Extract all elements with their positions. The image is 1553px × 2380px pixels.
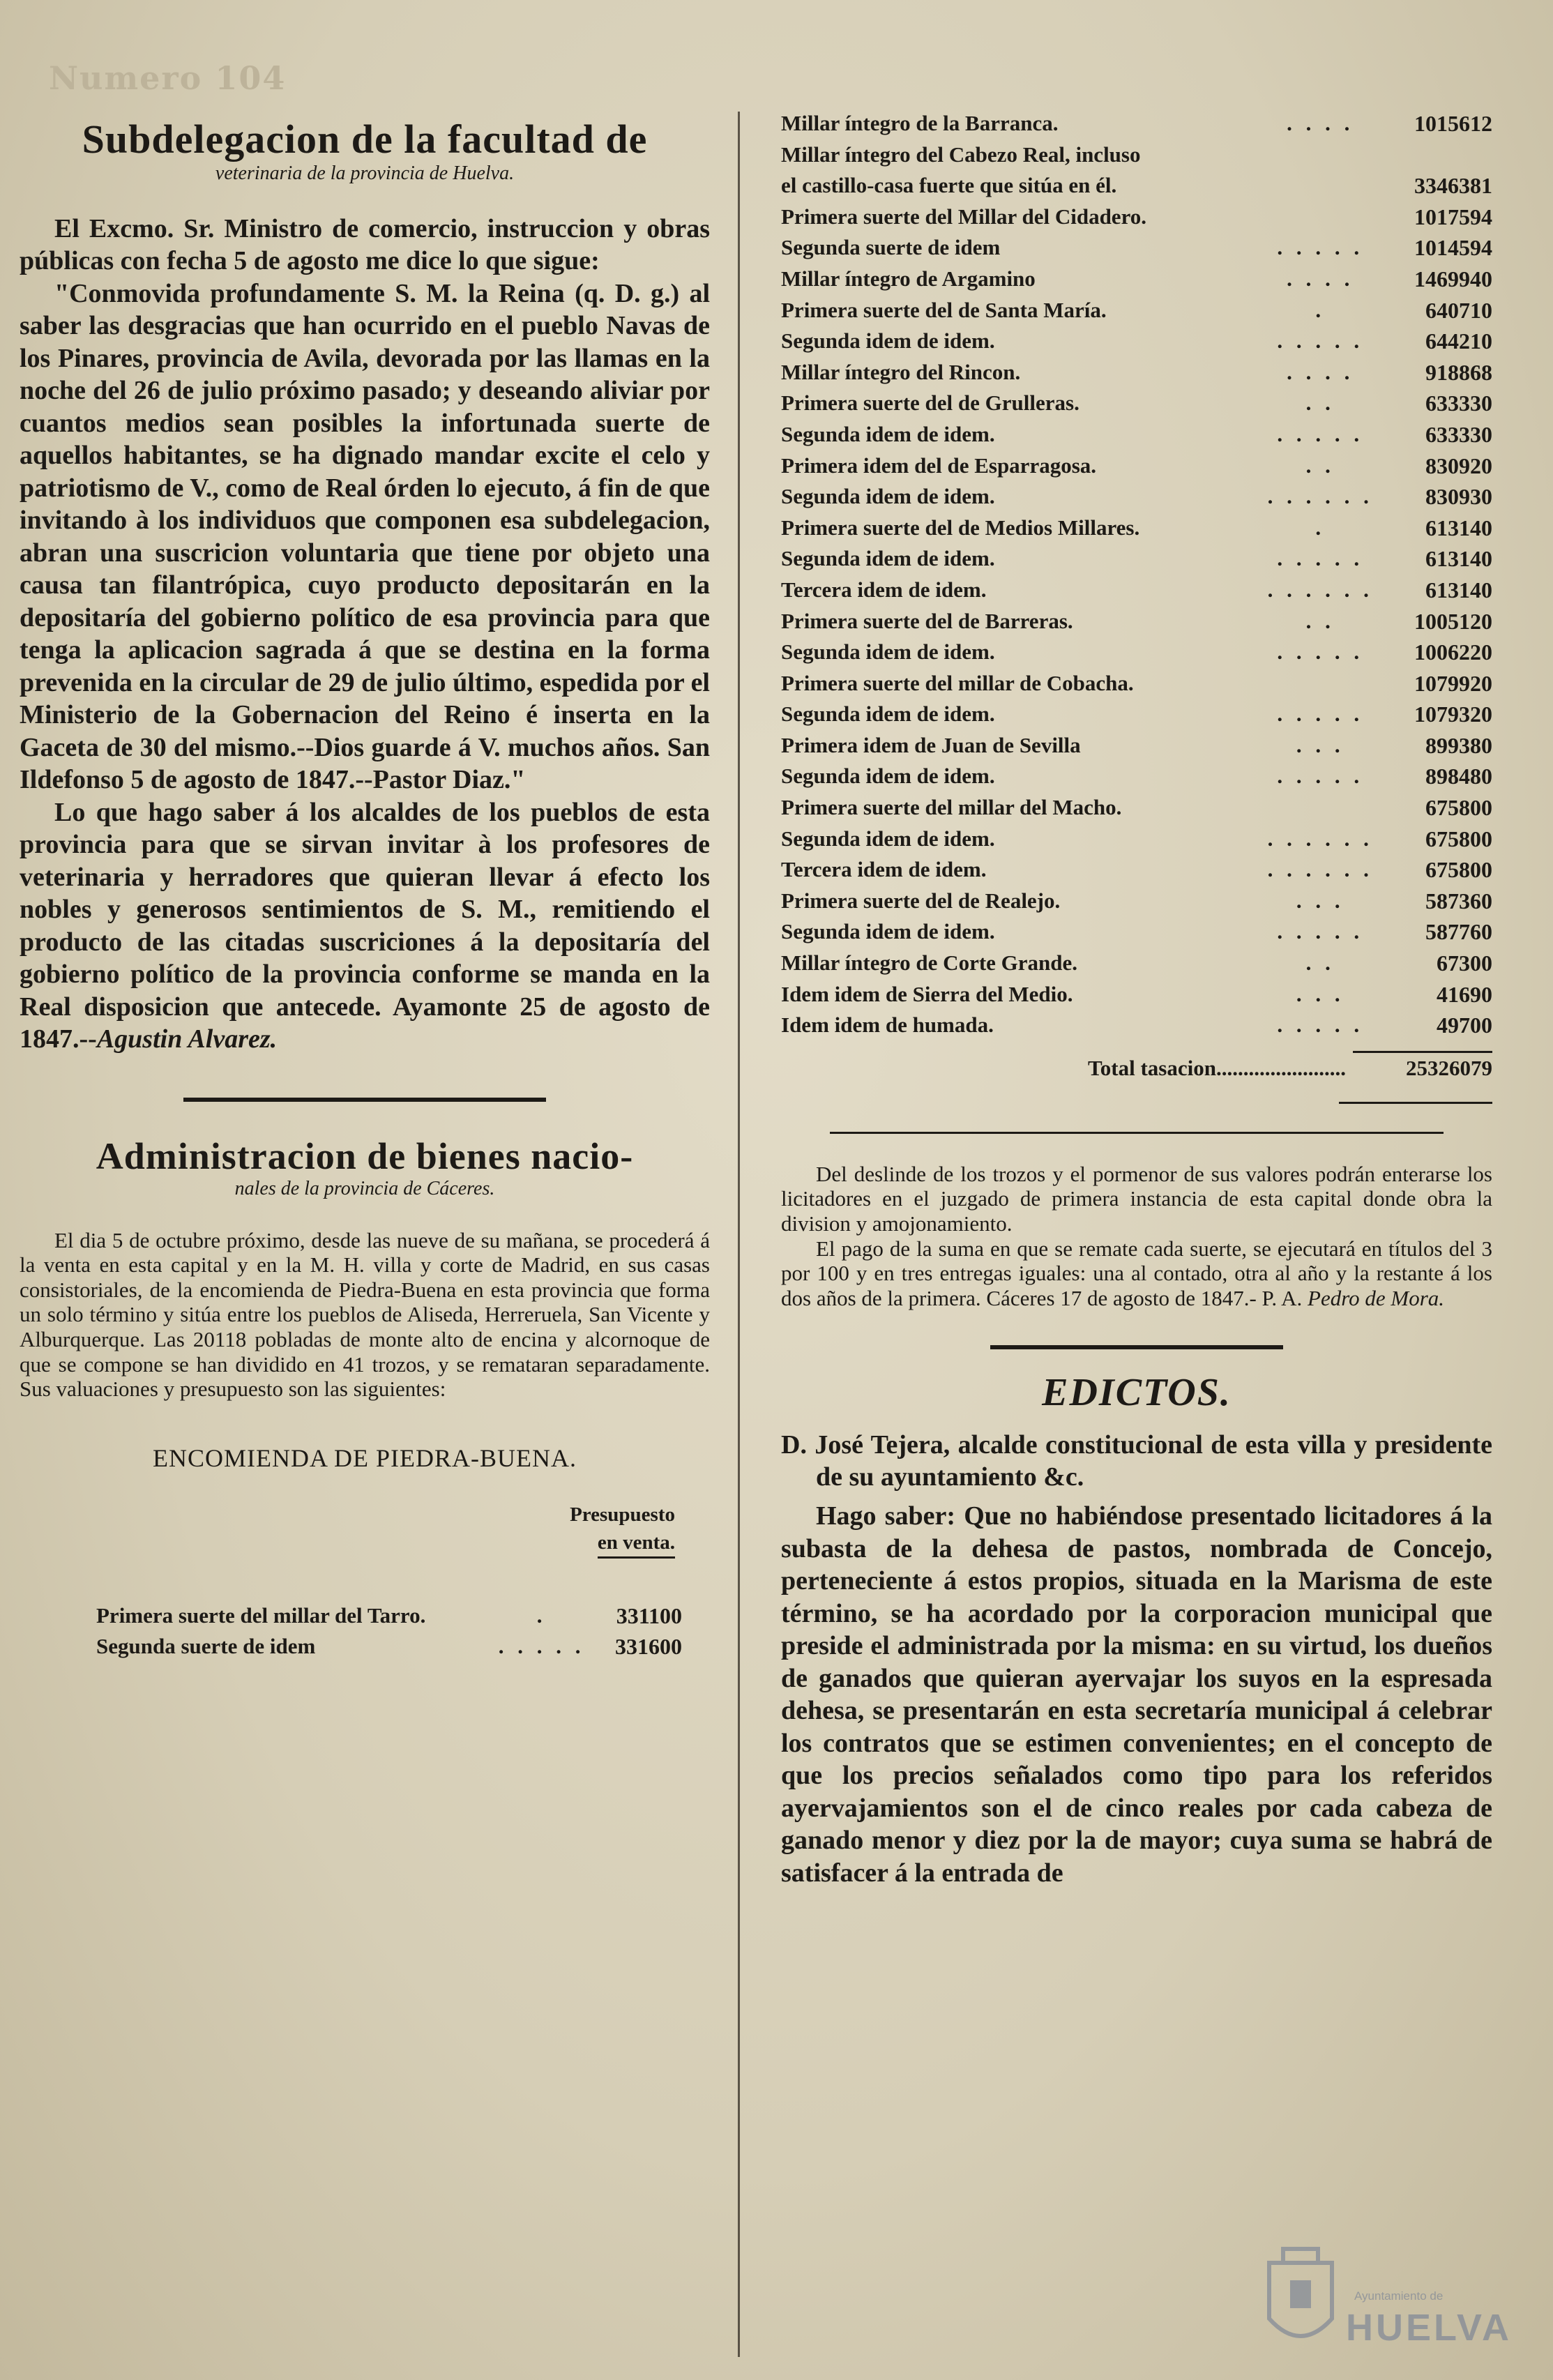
lot-value: 49700	[1437, 1013, 1492, 1038]
table-row	[781, 543, 1492, 575]
lot-value: 331100	[616, 1602, 682, 1628]
lot-name: Segunda idem de idem.	[781, 484, 995, 509]
lot-name: Millar íntegro de Corte Grande.	[781, 950, 1078, 976]
lot-value: 633330	[1425, 421, 1492, 447]
paragraph-deslinde: Del deslinde de los trozos y el pormenor de sus valores podrán enterarse los licitadores en el juzgado de primera instancia de esta capital donde obra la division y amojonamiento.	[781, 1161, 1492, 1236]
lot-name: Millar íntegro de la Barranca.	[781, 111, 1059, 135]
lot-value: 613140	[1425, 515, 1492, 540]
issue-number-faded: Numero 104	[49, 59, 287, 97]
paragraph-provincial-notice-text: Lo que hago saber á los alcaldes de los pueblos de esta provincia para que se sirvan invitar à los profesores de veterinaria y herradores que quieran llevar á efecto los nobles y generosos sentimientos de S. M., remitiendo el producto de las citadas suscriciones á la depositaría del gobierno político de la provincia conforme se manda en la Real disposicion que antecede. Ayamonte 25 de agosto de 1847.--	[20, 797, 710, 1054]
lot-value: 613140	[1425, 577, 1492, 602]
signature-agustin-alvarez: Agustin Alvarez.	[96, 1024, 278, 1054]
lot-dots: . .	[1305, 950, 1335, 976]
table-row	[96, 1600, 682, 1632]
right-lots-table	[781, 108, 1492, 1041]
lot-value: 830920	[1425, 453, 1492, 478]
lot-dots: . . . . .	[1277, 421, 1364, 446]
table-row	[781, 388, 1492, 419]
lot-dots: . . . . .	[1277, 639, 1364, 665]
lot-dots: . . . . . .	[1267, 857, 1373, 882]
paragraph-sale-notice: El dia 5 de octubre próximo, desde las nueve de su mañana, se procederá á la venta en esta capital y en la M. H. villa y corte de Madrid, en sus casas consistoriales, de la encomienda de Piedra-Buena en esta provincia que forma un solo término y sitúa entre los pueblos de Aliseda, Herreruela, San Vicente y Alburquerque. Las 20118 pobladas de monte alto de encina y alcornoque de que se compone se han dividido en 41 trozos, y se remataran separadamente. Sus valuaciones y presupuesto son las siguientes:	[20, 1227, 710, 1402]
total-divider	[1339, 1102, 1492, 1104]
lot-dots: . . . . .	[1277, 764, 1364, 789]
table-row	[781, 637, 1492, 668]
paragraph-pago	[781, 1236, 1492, 1311]
lot-value: 1015612	[1414, 111, 1492, 136]
table-row	[781, 575, 1492, 606]
lot-value: 918868	[1425, 359, 1492, 385]
section-subtitle-veterinaria: veterinaria de la provincia de Huelva.	[215, 162, 515, 184]
table-row	[781, 232, 1492, 264]
watermark-small-text: Ayuntamiento de	[1354, 2289, 1444, 2303]
lot-value: 613140	[1425, 546, 1492, 572]
archive-watermark	[1262, 2242, 1513, 2360]
table-row	[781, 108, 1492, 139]
lot-name: Segunda suerte de idem	[781, 235, 1001, 260]
lot-value: 675800	[1425, 857, 1492, 883]
lot-dots: . . . . . .	[1267, 484, 1373, 509]
table-row	[781, 513, 1492, 544]
lot-name: Segunda idem de idem.	[781, 702, 995, 727]
lot-dots	[1268, 170, 1373, 202]
table-row	[781, 854, 1492, 886]
table-row	[96, 1631, 682, 1662]
lot-value: 1079920	[1414, 670, 1492, 696]
table-row	[781, 295, 1492, 326]
lot-dots: . . . . . .	[1267, 826, 1373, 851]
lot-dots: . . .	[1296, 888, 1344, 913]
lot-name: Segunda idem de idem.	[781, 421, 995, 446]
table-row	[781, 948, 1492, 979]
lot-dots: . . . .	[1287, 111, 1354, 135]
presupuesto-header	[20, 1501, 710, 1559]
table-row	[781, 730, 1492, 761]
edicto-body: Hago saber: Que no habiéndose presentado licitadores á la subasta de la dehesa de pastos, nombrada de Concejo, perteneciente á estos propios, situada en la Marisma de este término, se ha acordado por la corporacion municipal que preside el administrada por la misma: en su virtud, los dueños de ganados que quieran ayervajar los suyos en la espresada dehesa, se presentarán en esta secretaría municipal á celebrar los contratos que se estimen convenientes; en el concepto de que los precios señalados como tipo para los referidos ayervajamientos son el de cinco reales por cada cabeza de ganado menor y diez por la de mayor; cuya suma se habrá de satisfacer á la entrada de	[781, 1501, 1492, 1888]
signature-pedro-de-mora: Pedro de Mora.	[1308, 1285, 1445, 1310]
lot-name: Tercera idem de idem.	[781, 857, 987, 882]
lot-dots: . . . .	[1287, 359, 1354, 384]
lot-dots	[1268, 792, 1373, 824]
lot-dots: . .	[1305, 608, 1335, 633]
lot-value: 898480	[1425, 764, 1492, 789]
lot-value: 675800	[1425, 795, 1492, 821]
table-row	[781, 202, 1492, 233]
lot-name: Primera suerte del de Santa María.	[781, 297, 1107, 322]
lot-name: Primera suerte del de Grulleras.	[781, 391, 1079, 416]
lot-dots	[1268, 139, 1373, 171]
encomienda-title: ENCOMIENDA DE PIEDRA-BUENA.	[153, 1443, 577, 1472]
lot-name: Millar íntegro del Cabezo Real, incluso	[781, 142, 1141, 167]
paragraph-royal-order: "Conmovida profundamente S. M. la Reina (q. D. g.) al saber las desgracias que han ocurrido en el pueblo Navas de los Pinares, provincia de Avila, devorada por las llamas en la noche del 26 de julio próximo pasado; y deseando aliviar por cuantos medios sean posibles la infortunada suerte de aquellos habitantes, se ha dignado mandar excite el celo y patriotismo de V., como de Real órden lo ejecuto, á fin de que invitando à los individuos que componen esa subdelegacion, abran una suscricion voluntaria que tiene por objeto una causa tan filantrópica, cuyo producto depositarán en la depositaría del gobierno político de esa provincia para que tenga la aplicacion sagrada á que se destina en la forma prevenida en la circular de 29 de julio último, espedida por el Ministerio de la Gobernacion del Reino é inserta en la Gaceta de 30 del mismo.--Dios guarde á V. muchos años. San Ildefonso 5 de agosto de 1847.--Pastor Diaz."	[20, 278, 710, 795]
lot-value: 675800	[1425, 826, 1492, 851]
lot-dots: . . . . .	[1277, 235, 1364, 260]
lot-dots: .	[536, 1602, 547, 1628]
lot-value: 830930	[1425, 484, 1492, 510]
lot-name: Segunda idem de idem.	[781, 639, 995, 665]
lot-dots: . . . . . .	[1267, 577, 1373, 602]
lot-value	[1373, 139, 1492, 171]
lot-dots: . . . .	[1287, 266, 1354, 291]
lot-dots: . . .	[1296, 981, 1344, 1006]
presupuesto-header-line2: en venta.	[598, 1529, 675, 1559]
lot-value: 67300	[1437, 950, 1492, 976]
lot-value: 1017594	[1414, 204, 1492, 229]
total-tasacion	[781, 1051, 1492, 1081]
lot-name: Segunda idem de idem.	[781, 826, 995, 851]
lot-name: Idem idem de Sierra del Medio.	[781, 981, 1073, 1006]
table-row	[781, 326, 1492, 357]
edicto-intro: D. José Tejera, alcalde constitucional de esta villa y presidente de su ayuntamiento &c.	[781, 1430, 1492, 1492]
lot-value: 1005120	[1414, 608, 1492, 634]
column-divider	[738, 112, 740, 2357]
lot-name: Segunda idem de idem.	[781, 546, 995, 571]
lot-value: 640710	[1425, 297, 1492, 323]
table-row	[781, 668, 1492, 699]
table-row	[781, 916, 1492, 948]
paragraph-provincial-notice	[20, 796, 710, 1056]
lot-value: 3346381	[1414, 173, 1492, 199]
lot-value: 899380	[1425, 732, 1492, 758]
table-row	[781, 264, 1492, 295]
lot-name: Idem idem de humada.	[781, 1013, 994, 1038]
lot-value: 587360	[1425, 888, 1492, 914]
table-row	[781, 761, 1492, 792]
lot-value: 1469940	[1414, 266, 1492, 291]
lot-dots	[1268, 202, 1373, 233]
total-label: Total tasacion........................	[1087, 1055, 1346, 1080]
lot-name: Segunda idem de idem.	[781, 764, 995, 789]
lot-name: Primera idem de Juan de Sevilla	[781, 732, 1081, 757]
paragraph-pago-text: El pago de la suma en que se remate cada suerte, se ejecutará en títulos del 3 por 100 y en tres entregas iguales: una al contado, otra al año y la restante á los dos años de la primera. Cáceres 17 de agosto de 1847.- P. A.	[781, 1236, 1492, 1310]
table-row	[781, 419, 1492, 450]
table-row	[781, 699, 1492, 730]
lot-name: Primera suerte del millar del Tarro.	[96, 1602, 426, 1628]
lot-dots: . .	[1305, 391, 1335, 416]
watermark-big-text: HUELVA	[1346, 2307, 1512, 2349]
coat-of-arms-icon	[1262, 2242, 1339, 2354]
lot-name: Millar íntegro del Rincon.	[781, 359, 1021, 384]
lot-name: Millar íntegro de Argamino	[781, 266, 1036, 291]
lot-value: 331600	[615, 1634, 682, 1660]
edictos-divider	[990, 1345, 1283, 1349]
lot-dots: . . . . .	[1277, 328, 1364, 354]
total-value: 25326079	[1353, 1051, 1492, 1081]
lot-name: Tercera idem de idem.	[781, 577, 987, 602]
section-title-bienes-nacionales: Administracion de bienes nacio-	[96, 1135, 634, 1177]
section-divider	[183, 1098, 546, 1102]
table-row	[781, 1010, 1492, 1041]
lot-value: 633330	[1425, 391, 1492, 416]
lot-dots: . . . . .	[1277, 546, 1364, 571]
lot-dots: . . . . .	[1277, 702, 1364, 727]
lot-name: Primera suerte del de Medios Millares.	[781, 515, 1140, 540]
lot-dots: . . . . .	[498, 1634, 585, 1659]
section-title-veterinaria: Subdelegacion de la facultad de	[82, 116, 648, 162]
lot-name: Primera suerte del millar de Cobacha.	[781, 670, 1134, 695]
lot-dots: . . .	[1296, 732, 1344, 757]
edictos-title: EDICTOS.	[1042, 1371, 1232, 1415]
lot-name: Primera suerte del Millar del Cidadero.	[781, 204, 1147, 229]
lot-name: Primera idem del de Esparragosa.	[781, 453, 1097, 478]
table-row	[781, 139, 1492, 171]
lot-value: 1014594	[1414, 235, 1492, 261]
table-row	[781, 481, 1492, 513]
lot-name: Segunda idem de idem.	[781, 328, 995, 354]
lot-dots: . .	[1305, 453, 1335, 478]
paragraph-intro: El Excmo. Sr. Ministro de comercio, instruccion y obras públicas con fecha 5 de agosto me dice lo que sigue:	[20, 213, 710, 276]
lot-value: 41690	[1437, 981, 1492, 1007]
table-row	[781, 357, 1492, 388]
table-row	[781, 606, 1492, 637]
lot-dots: . . . . .	[1277, 919, 1364, 944]
section-subtitle-bienes-nacionales: nales de la provincia de Cáceres.	[234, 1177, 495, 1199]
left-lots-table	[20, 1600, 710, 1662]
lot-dots: .	[1315, 297, 1326, 322]
section-divider-right	[830, 1132, 1444, 1134]
left-column	[20, 84, 710, 1662]
lot-name: Segunda suerte de idem	[96, 1634, 316, 1659]
lot-value: 1079320	[1414, 702, 1492, 727]
lot-name: Primera suerte del de Barreras.	[781, 608, 1073, 633]
presupuesto-header-line1: Presupuesto	[570, 1503, 675, 1526]
table-row	[781, 792, 1492, 824]
lot-name: Segunda idem de idem.	[781, 919, 995, 944]
lot-value: 587760	[1425, 919, 1492, 945]
lot-value: 1006220	[1414, 639, 1492, 665]
lot-name: el castillo-casa fuerte que sitúa en él.	[781, 173, 1117, 198]
lot-value: 644210	[1425, 328, 1492, 354]
table-row	[781, 450, 1492, 482]
lot-name: Primera suerte del de Realejo.	[781, 888, 1061, 913]
table-row	[781, 886, 1492, 917]
lot-dots	[1268, 668, 1373, 699]
table-row	[781, 979, 1492, 1010]
lot-dots: . . . . .	[1277, 1013, 1364, 1038]
table-row	[781, 170, 1492, 202]
lot-name: Primera suerte del millar del Macho.	[781, 795, 1122, 820]
right-column	[781, 94, 1492, 1889]
table-row	[781, 824, 1492, 855]
lot-dots: .	[1315, 515, 1326, 540]
